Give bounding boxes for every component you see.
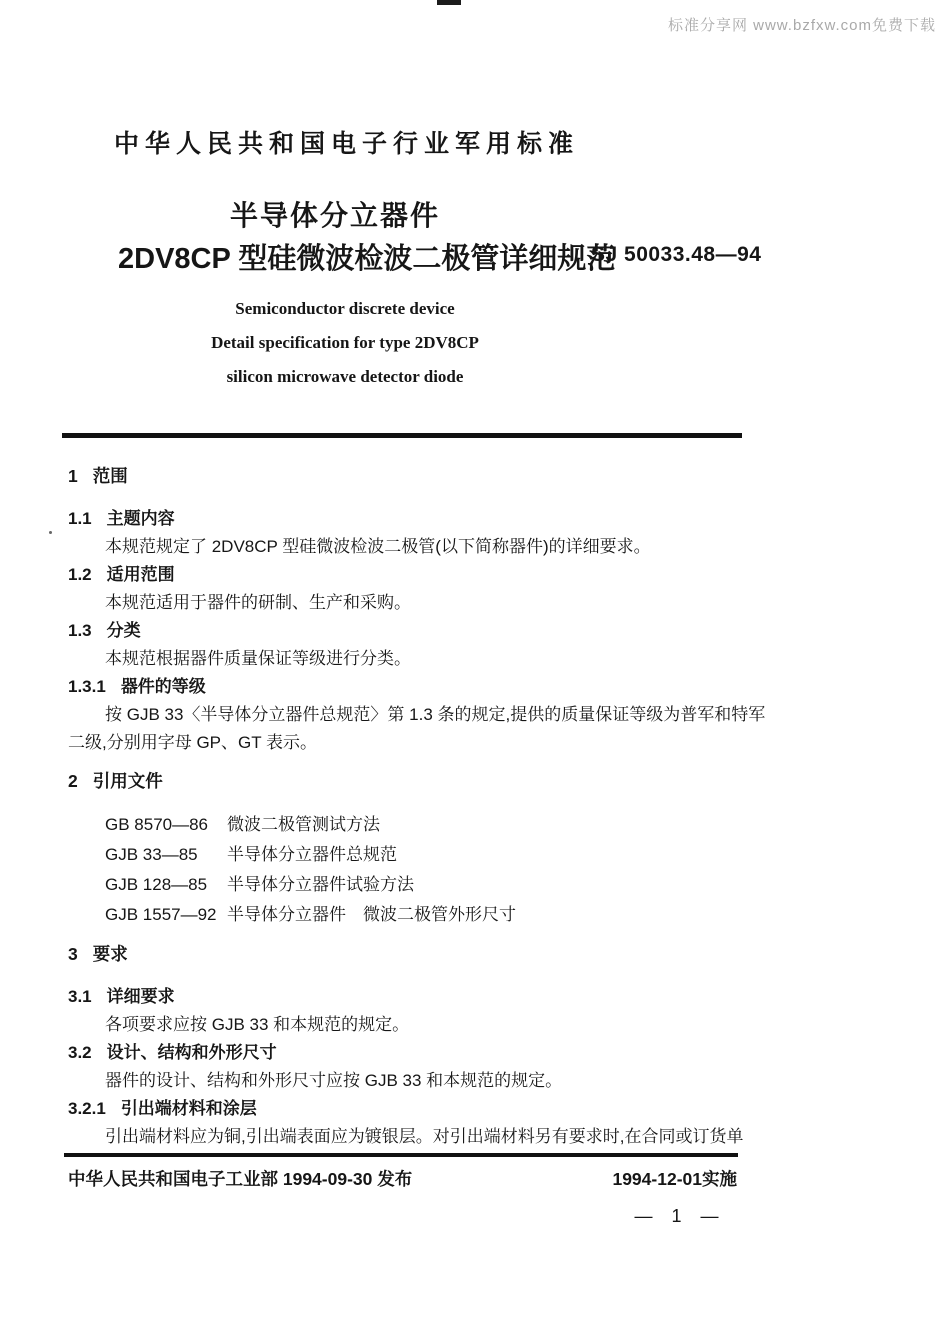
section-3-2-heading <box>68 1039 768 1067</box>
reference-code: GJB 128—85 <box>105 875 208 894</box>
section-number: 1 <box>68 466 78 486</box>
section-number: 1.3.1 <box>68 677 106 696</box>
title-english-line3: silicon microwave detector diode <box>226 367 464 386</box>
section-title: 引用文件 <box>92 771 163 791</box>
section-title: 器件的等级 <box>120 677 206 696</box>
section-1-3-heading <box>68 617 768 645</box>
paragraph-1-3: 本规范根据器件质量保证等级进行分类。 <box>105 649 411 668</box>
title-english-block <box>0 292 690 394</box>
section-title: 范围 <box>92 466 128 486</box>
reference-name: 半导体分立器件试验方法 <box>227 875 414 894</box>
document-body <box>68 452 768 1151</box>
section-2-heading <box>68 767 768 795</box>
section-3-heading <box>68 940 768 968</box>
section-number: 3.2 <box>68 1043 92 1062</box>
section-title: 主题内容 <box>106 509 175 528</box>
reference-code: GJB 1557—92 <box>105 905 217 924</box>
section-number: 1.3 <box>68 621 92 640</box>
section-1-1-heading <box>68 505 768 533</box>
paragraph-1-3-1-line2: 二级,分别用字母 GP、GT 表示。 <box>68 733 318 752</box>
title-chinese-line1: 半导体分立器件 <box>229 200 440 231</box>
section-title: 设计、结构和外形尺寸 <box>106 1043 277 1062</box>
section-1-2-heading <box>68 561 768 589</box>
footer-issuer-and-date: 中华人民共和国电子工业部 1994-09-30 发布 <box>68 1169 413 1189</box>
reference-code: GJB 33—85 <box>105 845 198 864</box>
paragraph-3-2: 器件的设计、结构和外形尺寸应按 GJB 33 和本规范的规定。 <box>105 1071 563 1090</box>
title-english-line2: Detail specification for type 2DV8CP <box>211 333 479 352</box>
reference-name: 半导体分立器件 微波二极管外形尺寸 <box>227 905 516 924</box>
section-number: 2 <box>68 771 78 791</box>
section-1-3-1-heading <box>68 673 768 701</box>
reference-item <box>68 810 768 840</box>
watermark-text: 标准分享网 www.bzfxw.com免费下载 <box>667 17 936 34</box>
standard-number: SJ 50033.48—94 <box>591 243 762 266</box>
section-3-2-1-heading <box>68 1095 768 1123</box>
reference-item <box>68 840 768 870</box>
section-3-1-heading <box>68 983 768 1011</box>
reference-item <box>68 900 768 930</box>
scan-artifact-dot <box>49 531 52 534</box>
page-number: — 1 — <box>634 1206 726 1226</box>
section-title: 分类 <box>106 621 141 640</box>
section-title: 要求 <box>92 944 128 964</box>
paragraph-1-1: 本规范规定了 2DV8CP 型硅微波检波二极管(以下简称器件)的详细要求。 <box>105 537 651 556</box>
standard-class-heading: 中华人民共和国电子行业军用标准 <box>114 130 580 158</box>
paragraph-1-3-1-line1: 按 GJB 33〈半导体分立器件总规范〉第 1.3 条的规定,提供的质量保证等级为普军和特军 <box>105 705 766 724</box>
title-divider-rule <box>62 433 742 438</box>
scan-artifact-mark <box>437 0 461 5</box>
section-number: 1.2 <box>68 565 92 584</box>
title-chinese-line2: 2DV8CP 型硅微波检波二极管详细规范 <box>118 243 616 275</box>
section-number: 3 <box>68 944 78 964</box>
paragraph-3-1: 各项要求应按 GJB 33 和本规范的规定。 <box>105 1015 410 1034</box>
title-english-line1: Semiconductor discrete device <box>235 299 455 318</box>
footer-implementation-date: 1994-12-01实施 <box>612 1169 737 1189</box>
reference-name: 半导体分立器件总规范 <box>227 845 397 864</box>
section-number: 3.2.1 <box>68 1099 106 1118</box>
section-number: 1.1 <box>68 509 92 528</box>
section-title: 详细要求 <box>106 987 175 1006</box>
paragraph-3-2-1: 引出端材料应为铜,引出端表面应为镀银层。对引出端材料另有要求时,在合同或订货单 <box>105 1127 744 1146</box>
reference-code: GB 8570—86 <box>105 815 209 834</box>
footer-divider-rule <box>64 1153 738 1157</box>
reference-item <box>68 870 768 900</box>
section-1-heading <box>68 462 768 490</box>
section-number: 3.1 <box>68 987 92 1006</box>
section-title: 适用范围 <box>106 565 175 584</box>
reference-name: 微波二极管测试方法 <box>227 815 380 834</box>
section-title: 引出端材料和涂层 <box>120 1099 257 1118</box>
paragraph-1-2: 本规范适用于器件的研制、生产和采购。 <box>105 593 411 612</box>
